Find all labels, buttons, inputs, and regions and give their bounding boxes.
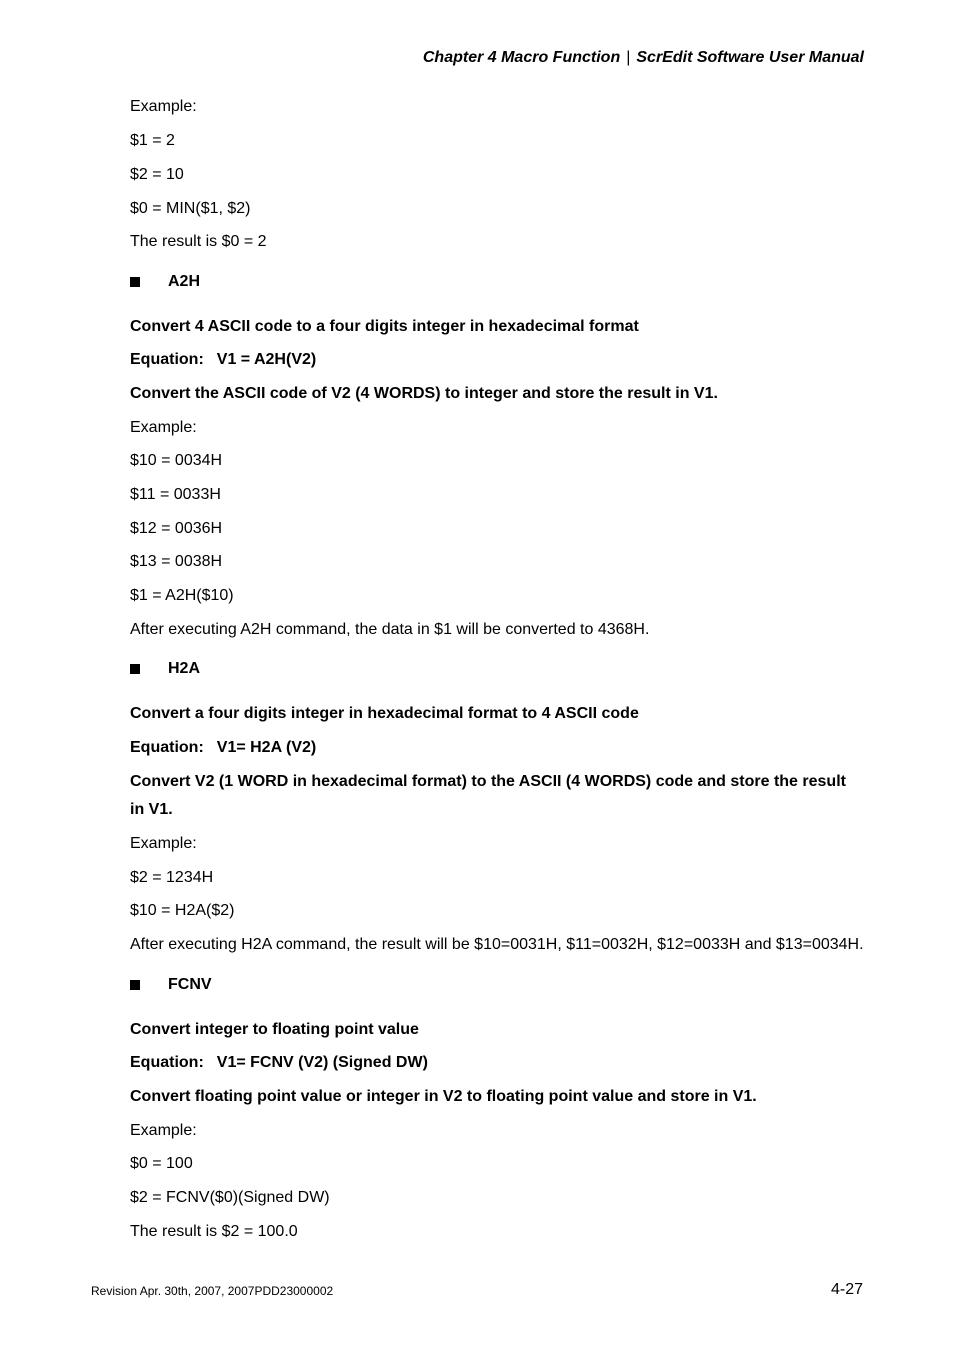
fcnv-example-line: $2 = FCNV($0)(Signed DW)	[130, 1189, 330, 1206]
page-header	[423, 49, 864, 67]
equation-text: V1= FCNV (V2) (Signed DW)	[216, 1054, 428, 1071]
a2h-detail: Convert the ASCII code of V2 (4 WORDS) to integer and store the result in V1.	[130, 385, 718, 402]
page-number: 4-27	[830, 1281, 863, 1298]
header-separator: |	[626, 49, 631, 66]
h2a-example-line: $2 = 1234H	[130, 869, 214, 886]
a2h-description: Convert 4 ASCII code to a four digits integer in hexadecimal format	[130, 318, 639, 335]
min-example-result: The result is $0 = 2	[130, 233, 267, 250]
section-title: A2H	[168, 273, 201, 290]
a2h-example-label: Example:	[130, 419, 197, 436]
h2a-example-result: After executing H2A command, the result will be $10=0031H, $11=0032H, $12=0033H and $13=0034H.	[130, 936, 864, 953]
h2a-detail: Convert V2 (1 WORD in hexadecimal format) to the ASCII (4 WORDS) code and store the result	[130, 773, 846, 790]
fcnv-example-result: The result is $2 = 100.0	[130, 1223, 298, 1240]
a2h-example-line: $10 = 0034H	[130, 452, 223, 469]
a2h-example-line: $11 = 0033H	[130, 486, 221, 503]
square-bullet-icon	[130, 980, 140, 990]
a2h-example-line: $12 = 0036H	[130, 520, 223, 537]
equation-text: V1 = A2H(V2)	[216, 351, 317, 368]
manual-title: ScrEdit Software User Manual	[636, 49, 864, 66]
fcnv-example-line: $0 = 100	[130, 1155, 193, 1172]
a2h-example-line: $1 = A2H($10)	[130, 587, 234, 604]
a2h-example-line: $13 = 0038H	[130, 553, 223, 570]
min-example-label: Example:	[130, 98, 197, 115]
h2a-example-line: $10 = H2A($2)	[130, 902, 235, 919]
a2h-example-result: After executing A2H command, the data in $1 will be converted to 4368H.	[130, 621, 650, 638]
fcnv-example-label: Example:	[130, 1122, 197, 1139]
equation-label: Equation:	[130, 351, 204, 368]
revision-note: Revision Apr. 30th, 2007, 2007PDD23000002	[91, 1284, 334, 1298]
equation-label: Equation:	[130, 739, 204, 756]
h2a-example-label: Example:	[130, 835, 197, 852]
fcnv-detail: Convert floating point value or integer in V2 to floating point value and store in V1.	[130, 1088, 757, 1105]
equation-label: Equation:	[130, 1054, 204, 1071]
section-title: FCNV	[168, 976, 212, 993]
min-example-line: $2 = 10	[130, 166, 184, 183]
equation-text: V1= H2A (V2)	[216, 739, 317, 756]
fcnv-description: Convert integer to floating point value	[130, 1021, 419, 1038]
min-example-line: $0 = MIN($1, $2)	[130, 200, 251, 217]
fcnv-equation	[130, 1053, 428, 1073]
h2a-description: Convert a four digits integer in hexadecimal format to 4 ASCII code	[130, 705, 639, 722]
square-bullet-icon	[130, 277, 140, 287]
section-title: H2A	[168, 660, 201, 677]
square-bullet-icon	[130, 664, 140, 674]
min-example-line: $1 = 2	[130, 132, 175, 149]
chapter-title: Chapter 4 Macro Function	[422, 49, 621, 66]
a2h-equation	[130, 350, 316, 370]
h2a-equation	[130, 738, 316, 758]
h2a-detail-continued: in V1.	[130, 801, 173, 818]
